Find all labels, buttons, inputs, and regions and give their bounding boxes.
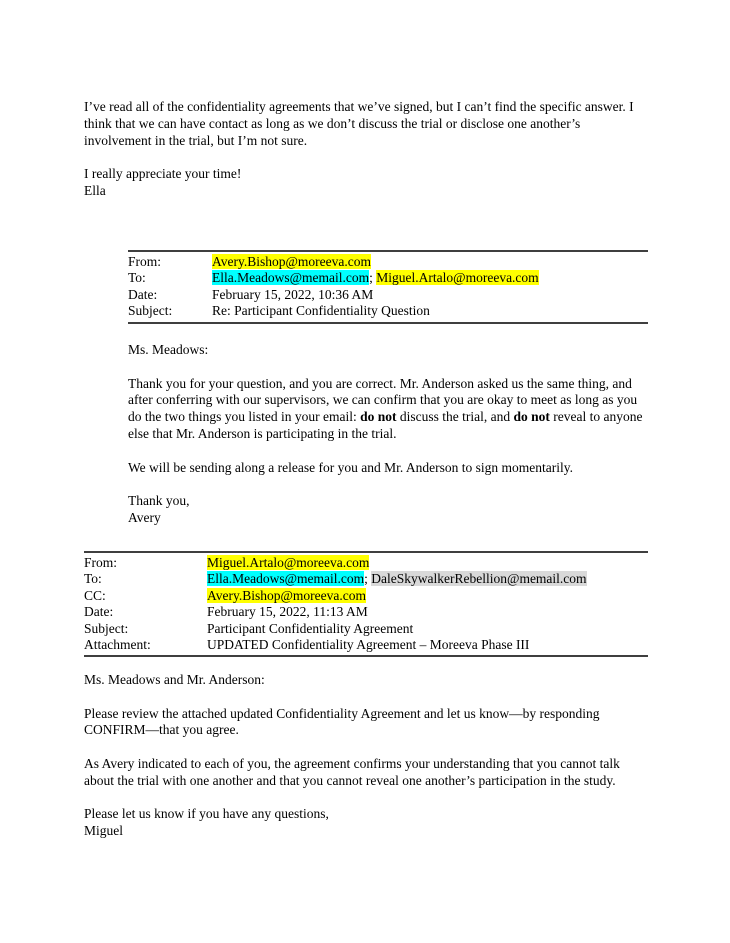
date-value: February 15, 2022, 10:36 AM bbox=[212, 286, 374, 302]
email-address-highlight-cyan: Ella.Meadows@memail.com bbox=[212, 270, 370, 286]
from-value bbox=[207, 555, 648, 571]
from-label: From: bbox=[84, 555, 118, 570]
email1-p1-bold-do-not: do not bbox=[360, 409, 397, 425]
email1-header-table bbox=[128, 250, 648, 324]
email-address-highlight-yellow: Avery.Bishop@moreeva.com bbox=[212, 254, 372, 269]
from-value bbox=[212, 254, 648, 270]
address-separator: ; bbox=[369, 270, 377, 286]
email1-p1-text: reveal to anyone else that Mr. Anderson is participating in the trial. bbox=[128, 409, 643, 441]
intro-message bbox=[84, 99, 650, 200]
date-value: February 15, 2022, 11:13 AM bbox=[207, 604, 368, 620]
email-address-highlight-gray: DaleSkywalkerRebellion@memail.com bbox=[371, 571, 587, 587]
email2-closing: Please let us know if you have any questions, bbox=[84, 806, 329, 822]
intro-paragraph: I’ve read all of the confidentiality agreements that we’ve signed, but I can’t find the specific answer. I think that we can have contact as long as we don’t discuss the trial or disclose one another’s involvement in the trial, but I’m not sure. bbox=[84, 99, 634, 148]
cc-label: CC: bbox=[84, 587, 106, 603]
subject-value: Re: Participant Confidentiality Question bbox=[212, 303, 430, 319]
email-address-highlight-yellow: Miguel.Artalo@moreeva.com bbox=[207, 555, 370, 570]
email1-header-row-to bbox=[128, 270, 648, 286]
subject-label: Subject: bbox=[128, 303, 173, 319]
email2-header-row-to bbox=[84, 571, 648, 587]
email1-body bbox=[128, 342, 650, 527]
email1-signature: Avery bbox=[128, 509, 161, 525]
intro-closing-line: I really appreciate your time! bbox=[84, 166, 242, 182]
email-address-highlight-cyan: Ella.Meadows@memail.com bbox=[207, 571, 365, 587]
subject-value: Participant Confidentiality Agreement bbox=[207, 620, 414, 636]
email1-paragraph2: We will be sending along a release for you and Mr. Anderson to sign momentarily. bbox=[128, 459, 573, 475]
email1-salutation: Ms. Meadows: bbox=[128, 342, 209, 357]
email2-header-row-subject bbox=[84, 621, 648, 637]
to-value bbox=[207, 571, 648, 587]
email1-signoff bbox=[128, 493, 650, 527]
email1-closing: Thank you, bbox=[128, 493, 190, 509]
to-value bbox=[212, 270, 648, 286]
email-address-highlight-yellow: Avery.Bishop@moreeva.com bbox=[207, 587, 367, 603]
intro-signature: Ella bbox=[84, 182, 106, 198]
attachment-value: UPDATED Confidentiality Agreement – Moreeva Phase III bbox=[207, 637, 530, 653]
attachment-label: Attachment: bbox=[84, 637, 151, 653]
email-address-highlight-yellow: Miguel.Artalo@moreeva.com bbox=[376, 270, 539, 286]
intro-closing bbox=[84, 166, 650, 200]
to-label: To: bbox=[84, 571, 102, 587]
email2-signoff bbox=[84, 806, 650, 840]
from-label: From: bbox=[128, 254, 162, 269]
email1-p1-text: Thank you for your question, and you are correct. Mr. Anderson asked us the same thing, and after conferring with our supervisors, we can confirm that you are okay to meet as long as you do the two things you listed in your email: bbox=[128, 375, 638, 425]
address-separator: ; bbox=[364, 571, 372, 587]
email1-p1-text: discuss the trial, and bbox=[396, 409, 514, 425]
email2-header-table bbox=[84, 551, 648, 657]
date-label: Date: bbox=[128, 286, 158, 302]
to-label: To: bbox=[128, 270, 146, 286]
email2-header-row-from bbox=[84, 555, 648, 571]
email2-paragraph1: Please review the attached updated Confidentiality Agreement and let us know—by responding CONFIRM—that you agree. bbox=[84, 705, 600, 738]
email2-body bbox=[84, 672, 650, 840]
subject-label: Subject: bbox=[84, 620, 129, 636]
email2-salutation: Ms. Meadows and Mr. Anderson: bbox=[84, 672, 265, 687]
email2-signature: Miguel bbox=[84, 823, 123, 839]
email1-paragraph1 bbox=[128, 376, 650, 443]
email1-header-row-subject bbox=[128, 303, 648, 319]
date-label: Date: bbox=[84, 604, 114, 620]
email2-paragraph2: As Avery indicated to each of you, the agreement confirms your understanding that you cannot talk about the trial with one another and that you cannot reveal one another’s participation in the study. bbox=[84, 755, 620, 788]
email2-header-row-cc bbox=[84, 588, 648, 604]
email2-header-row-date bbox=[84, 604, 648, 620]
email2-header-row-attachment bbox=[84, 637, 648, 653]
cc-value bbox=[207, 588, 648, 604]
email1-header-row-from bbox=[128, 254, 648, 270]
email1-header-row-date bbox=[128, 287, 648, 303]
email1-p1-bold-do-not: do not bbox=[513, 409, 550, 425]
